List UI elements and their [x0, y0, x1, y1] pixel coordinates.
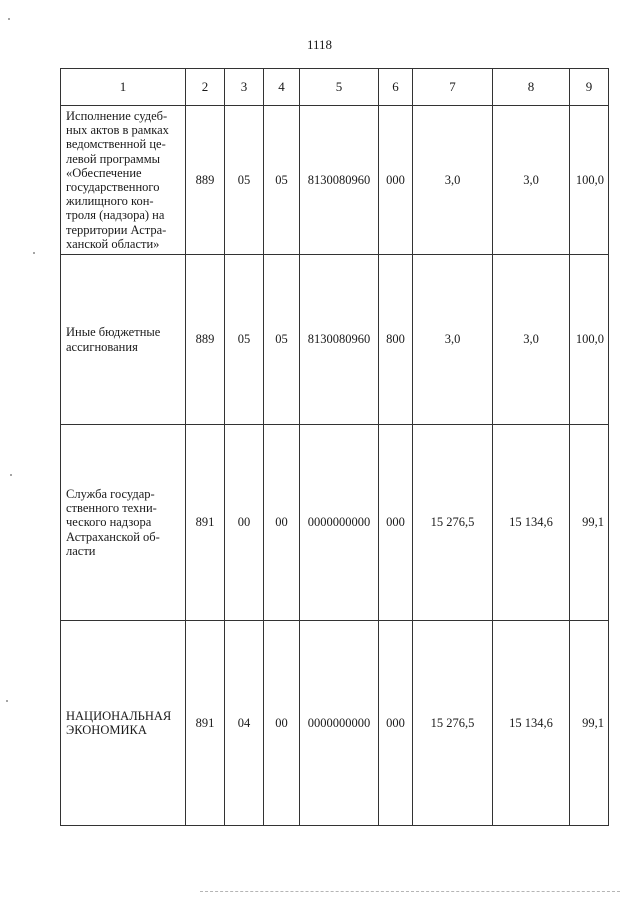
cell-col5: 0000000000 [300, 425, 379, 621]
cell-col8: 3,0 [493, 106, 570, 255]
header-cell-1: 1 [61, 69, 186, 106]
table-row [61, 106, 609, 255]
scan-speck [10, 474, 12, 476]
cell-col8: 15 134,6 [493, 425, 570, 621]
table-header-row [61, 69, 609, 106]
cell-col4: 00 [264, 621, 300, 826]
cell-col6: 800 [379, 255, 413, 425]
scan-speck [33, 252, 35, 254]
cell-col4: 00 [264, 425, 300, 621]
page-number: 1118 [306, 37, 333, 52]
cell-col2: 891 [186, 621, 225, 826]
header-cell-7: 7 [413, 69, 493, 106]
cell-col6: 000 [379, 621, 413, 826]
cell-col5: 0000000000 [300, 621, 379, 826]
table-row [61, 255, 609, 425]
header-cell-8: 8 [493, 69, 570, 106]
cell-col2: 891 [186, 425, 225, 621]
header-cell-9: 9 [570, 69, 609, 106]
cell-col4: 05 [264, 106, 300, 255]
cell-col7: 15 276,5 [413, 621, 493, 826]
cell-col3: 05 [225, 255, 264, 425]
row-description: Иные бюджетные ассигнования [61, 255, 186, 425]
cell-col7: 3,0 [413, 255, 493, 425]
cell-col7: 15 276,5 [413, 425, 493, 621]
cell-col2: 889 [186, 106, 225, 255]
cell-col7: 3,0 [413, 106, 493, 255]
cell-col8: 3,0 [493, 255, 570, 425]
cell-col9: 99,1 [570, 425, 609, 621]
cell-col3: 00 [225, 425, 264, 621]
row-description: Служба государ- ственного техни- ческого надзора Астраханской об- ласти [61, 425, 186, 621]
cell-col9: 100,0 [570, 106, 609, 255]
row-description: НАЦИОНАЛЬНАЯ ЭКОНОМИКА [61, 621, 186, 826]
scan-speck [8, 18, 10, 20]
header-cell-2: 2 [186, 69, 225, 106]
cell-col5: 8130080960 [300, 255, 379, 425]
cell-col3: 04 [225, 621, 264, 826]
budget-table [60, 68, 609, 826]
cell-col6: 000 [379, 106, 413, 255]
scan-edge-line [200, 891, 620, 892]
header-cell-4: 4 [264, 69, 300, 106]
table-row [61, 621, 609, 826]
cell-col9: 99,1 [570, 621, 609, 826]
cell-col2: 889 [186, 255, 225, 425]
row-description: Исполнение судеб- ных актов в рамках ведомственной це- левой программы «Обеспечение государственного жилищного кон- троля (надзора) на территории Астра- ханской области» [61, 106, 186, 255]
scan-speck [6, 700, 8, 702]
cell-col8: 15 134,6 [493, 621, 570, 826]
cell-col4: 05 [264, 255, 300, 425]
cell-col9: 100,0 [570, 255, 609, 425]
table-row [61, 425, 609, 621]
header-cell-3: 3 [225, 69, 264, 106]
cell-col3: 05 [225, 106, 264, 255]
cell-col5: 8130080960 [300, 106, 379, 255]
header-cell-6: 6 [379, 69, 413, 106]
header-cell-5: 5 [300, 69, 379, 106]
cell-col6: 000 [379, 425, 413, 621]
